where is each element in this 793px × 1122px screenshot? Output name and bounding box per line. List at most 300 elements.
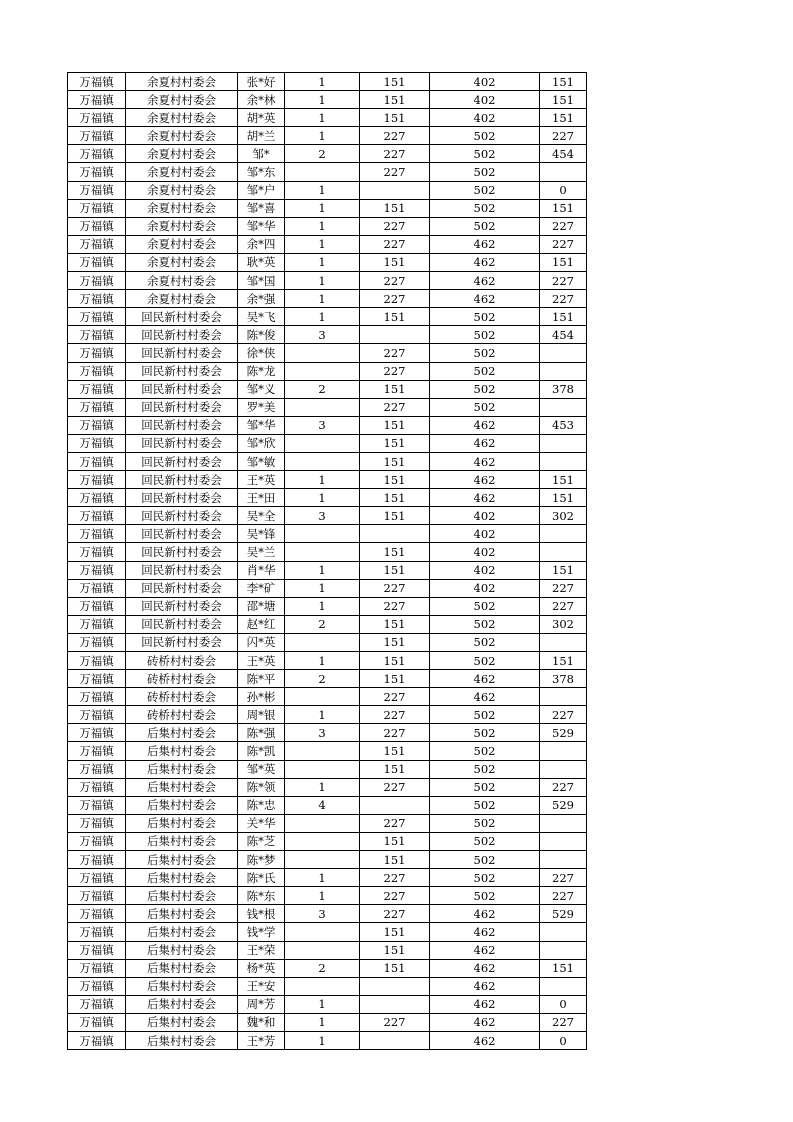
village-cell: 余夏村村委会 — [126, 145, 238, 163]
table-row — [68, 670, 587, 688]
name-cell: 钱*根 — [238, 905, 285, 923]
town-cell: 万福镇 — [68, 344, 126, 362]
table-row — [68, 471, 587, 489]
count-cell: 2 — [285, 145, 360, 163]
town-cell: 万福镇 — [68, 145, 126, 163]
count-cell — [285, 525, 360, 543]
table-row — [68, 905, 587, 923]
town-cell: 万福镇 — [68, 869, 126, 887]
town-cell: 万福镇 — [68, 163, 126, 181]
village-cell: 砖桥村村委会 — [126, 652, 238, 670]
value-a-cell: 151 — [360, 615, 430, 633]
value-a-cell — [360, 326, 430, 344]
count-cell: 2 — [285, 670, 360, 688]
town-cell: 万福镇 — [68, 452, 126, 470]
value-b-cell: 402 — [430, 507, 540, 525]
count-cell: 1 — [285, 995, 360, 1013]
count-cell: 1 — [285, 471, 360, 489]
value-c-cell: 0 — [540, 995, 587, 1013]
value-a-cell: 227 — [360, 272, 430, 290]
village-cell: 后集村村委会 — [126, 814, 238, 832]
name-cell: 李*矿 — [238, 579, 285, 597]
value-b-cell: 462 — [430, 995, 540, 1013]
value-a-cell: 151 — [360, 832, 430, 850]
value-b-cell: 502 — [430, 851, 540, 869]
town-cell: 万福镇 — [68, 615, 126, 633]
table-row — [68, 253, 587, 271]
name-cell: 邵*塘 — [238, 597, 285, 615]
town-cell: 万福镇 — [68, 760, 126, 778]
village-cell: 后集村村委会 — [126, 796, 238, 814]
name-cell: 陈*龙 — [238, 362, 285, 380]
village-cell: 后集村村委会 — [126, 760, 238, 778]
town-cell: 万福镇 — [68, 434, 126, 452]
name-cell: 余*四 — [238, 235, 285, 253]
value-a-cell — [360, 181, 430, 199]
village-cell: 砖桥村村委会 — [126, 688, 238, 706]
town-cell: 万福镇 — [68, 905, 126, 923]
count-cell: 1 — [285, 308, 360, 326]
value-c-cell: 151 — [540, 652, 587, 670]
value-c-cell: 151 — [540, 959, 587, 977]
table-row — [68, 326, 587, 344]
value-c-cell — [540, 434, 587, 452]
value-c-cell — [540, 814, 587, 832]
value-a-cell: 151 — [360, 959, 430, 977]
town-cell: 万福镇 — [68, 706, 126, 724]
value-b-cell: 502 — [430, 362, 540, 380]
count-cell: 4 — [285, 796, 360, 814]
count-cell: 2 — [285, 615, 360, 633]
count-cell — [285, 977, 360, 995]
value-b-cell: 502 — [430, 127, 540, 145]
value-c-cell: 227 — [540, 778, 587, 796]
value-c-cell: 227 — [540, 1013, 587, 1031]
value-b-cell: 402 — [430, 579, 540, 597]
name-cell: 邹*义 — [238, 380, 285, 398]
village-cell: 砖桥村村委会 — [126, 670, 238, 688]
town-cell: 万福镇 — [68, 181, 126, 199]
value-c-cell: 0 — [540, 1031, 587, 1049]
town-cell: 万福镇 — [68, 217, 126, 235]
table-row — [68, 145, 587, 163]
value-c-cell: 227 — [540, 597, 587, 615]
value-a-cell: 227 — [360, 597, 430, 615]
value-b-cell: 502 — [430, 199, 540, 217]
value-a-cell: 227 — [360, 235, 430, 253]
value-a-cell: 151 — [360, 633, 430, 651]
village-cell: 后集村村委会 — [126, 995, 238, 1013]
name-cell: 王*英 — [238, 652, 285, 670]
count-cell: 1 — [285, 199, 360, 217]
town-cell: 万福镇 — [68, 308, 126, 326]
table-row — [68, 362, 587, 380]
value-c-cell: 151 — [540, 561, 587, 579]
town-cell: 万福镇 — [68, 923, 126, 941]
village-cell: 回民新村村委会 — [126, 380, 238, 398]
name-cell: 陈*梦 — [238, 851, 285, 869]
name-cell: 王*荣 — [238, 941, 285, 959]
name-cell: 钱*学 — [238, 923, 285, 941]
table-row — [68, 434, 587, 452]
village-cell: 回民新村村委会 — [126, 308, 238, 326]
count-cell: 1 — [285, 91, 360, 109]
value-c-cell — [540, 977, 587, 995]
count-cell: 1 — [285, 652, 360, 670]
value-c-cell: 302 — [540, 615, 587, 633]
count-cell — [285, 742, 360, 760]
count-cell — [285, 362, 360, 380]
village-cell: 后集村村委会 — [126, 724, 238, 742]
value-a-cell: 227 — [360, 905, 430, 923]
village-cell: 回民新村村委会 — [126, 615, 238, 633]
name-cell: 陈*氏 — [238, 869, 285, 887]
count-cell: 3 — [285, 416, 360, 434]
value-a-cell: 151 — [360, 109, 430, 127]
value-b-cell: 502 — [430, 308, 540, 326]
name-cell: 徐*侠 — [238, 344, 285, 362]
village-cell: 余夏村村委会 — [126, 181, 238, 199]
table-row — [68, 344, 587, 362]
village-cell: 后集村村委会 — [126, 977, 238, 995]
value-c-cell — [540, 362, 587, 380]
value-c-cell: 529 — [540, 905, 587, 923]
value-c-cell — [540, 760, 587, 778]
name-cell: 杨*英 — [238, 959, 285, 977]
count-cell: 3 — [285, 326, 360, 344]
count-cell — [285, 543, 360, 561]
value-c-cell: 151 — [540, 91, 587, 109]
table-body — [68, 73, 587, 1050]
data-table — [67, 72, 587, 1050]
value-c-cell: 302 — [540, 507, 587, 525]
count-cell: 1 — [285, 109, 360, 127]
name-cell: 张*好 — [238, 73, 285, 91]
count-cell: 1 — [285, 253, 360, 271]
table-row — [68, 869, 587, 887]
table-row — [68, 832, 587, 850]
count-cell: 1 — [285, 235, 360, 253]
town-cell: 万福镇 — [68, 398, 126, 416]
table-row — [68, 217, 587, 235]
value-c-cell: 378 — [540, 380, 587, 398]
value-c-cell: 0 — [540, 181, 587, 199]
name-cell: 陈*强 — [238, 724, 285, 742]
town-cell: 万福镇 — [68, 416, 126, 434]
value-a-cell: 151 — [360, 452, 430, 470]
name-cell: 闪*英 — [238, 633, 285, 651]
value-b-cell: 502 — [430, 778, 540, 796]
table-row — [68, 652, 587, 670]
village-cell: 后集村村委会 — [126, 923, 238, 941]
value-a-cell: 227 — [360, 127, 430, 145]
value-c-cell: 151 — [540, 73, 587, 91]
town-cell: 万福镇 — [68, 742, 126, 760]
value-c-cell — [540, 688, 587, 706]
count-cell: 1 — [285, 127, 360, 145]
name-cell: 邹*户 — [238, 181, 285, 199]
town-cell: 万福镇 — [68, 633, 126, 651]
name-cell: 魏*和 — [238, 1013, 285, 1031]
value-c-cell — [540, 941, 587, 959]
value-a-cell: 151 — [360, 941, 430, 959]
village-cell: 后集村村委会 — [126, 905, 238, 923]
town-cell: 万福镇 — [68, 652, 126, 670]
value-b-cell: 402 — [430, 73, 540, 91]
village-cell: 回民新村村委会 — [126, 416, 238, 434]
table-row — [68, 959, 587, 977]
value-a-cell — [360, 977, 430, 995]
value-b-cell: 502 — [430, 742, 540, 760]
count-cell — [285, 398, 360, 416]
table-row — [68, 796, 587, 814]
table-row — [68, 525, 587, 543]
village-cell: 后集村村委会 — [126, 1013, 238, 1031]
village-cell: 余夏村村委会 — [126, 73, 238, 91]
value-b-cell: 462 — [430, 235, 540, 253]
town-cell: 万福镇 — [68, 489, 126, 507]
value-c-cell: 454 — [540, 145, 587, 163]
value-a-cell: 151 — [360, 742, 430, 760]
name-cell: 余*强 — [238, 290, 285, 308]
village-cell: 余夏村村委会 — [126, 235, 238, 253]
value-b-cell: 502 — [430, 145, 540, 163]
value-c-cell: 227 — [540, 235, 587, 253]
town-cell: 万福镇 — [68, 253, 126, 271]
village-cell: 后集村村委会 — [126, 959, 238, 977]
value-b-cell: 502 — [430, 652, 540, 670]
value-b-cell: 462 — [430, 272, 540, 290]
value-c-cell: 453 — [540, 416, 587, 434]
value-c-cell: 454 — [540, 326, 587, 344]
table-row — [68, 706, 587, 724]
value-c-cell: 151 — [540, 489, 587, 507]
town-cell: 万福镇 — [68, 778, 126, 796]
value-c-cell: 529 — [540, 796, 587, 814]
table-row — [68, 887, 587, 905]
table-row — [68, 742, 587, 760]
table-row — [68, 814, 587, 832]
village-cell: 回民新村村委会 — [126, 507, 238, 525]
town-cell: 万福镇 — [68, 290, 126, 308]
count-cell: 3 — [285, 724, 360, 742]
name-cell: 吴*兰 — [238, 543, 285, 561]
value-b-cell: 462 — [430, 471, 540, 489]
value-a-cell: 151 — [360, 923, 430, 941]
count-cell — [285, 344, 360, 362]
village-cell: 回民新村村委会 — [126, 543, 238, 561]
value-b-cell: 462 — [430, 1013, 540, 1031]
village-cell: 余夏村村委会 — [126, 272, 238, 290]
name-cell: 陈*领 — [238, 778, 285, 796]
town-cell: 万福镇 — [68, 91, 126, 109]
name-cell: 罗*美 — [238, 398, 285, 416]
name-cell: 吴*全 — [238, 507, 285, 525]
count-cell — [285, 941, 360, 959]
table-row — [68, 923, 587, 941]
value-b-cell: 462 — [430, 688, 540, 706]
value-a-cell: 151 — [360, 652, 430, 670]
count-cell — [285, 760, 360, 778]
village-cell: 回民新村村委会 — [126, 525, 238, 543]
value-b-cell: 462 — [430, 905, 540, 923]
village-cell: 后集村村委会 — [126, 941, 238, 959]
count-cell: 1 — [285, 272, 360, 290]
value-c-cell — [540, 633, 587, 651]
town-cell: 万福镇 — [68, 851, 126, 869]
name-cell: 王*田 — [238, 489, 285, 507]
table-row — [68, 760, 587, 778]
town-cell: 万福镇 — [68, 471, 126, 489]
count-cell — [285, 163, 360, 181]
count-cell: 1 — [285, 869, 360, 887]
table-row — [68, 778, 587, 796]
value-a-cell: 151 — [360, 507, 430, 525]
town-cell: 万福镇 — [68, 959, 126, 977]
town-cell: 万福镇 — [68, 1013, 126, 1031]
count-cell: 1 — [285, 778, 360, 796]
village-cell: 后集村村委会 — [126, 851, 238, 869]
value-a-cell — [360, 995, 430, 1013]
value-b-cell: 502 — [430, 796, 540, 814]
value-b-cell: 402 — [430, 91, 540, 109]
value-b-cell: 502 — [430, 398, 540, 416]
name-cell: 陈*平 — [238, 670, 285, 688]
village-cell: 后集村村委会 — [126, 832, 238, 850]
name-cell: 胡*兰 — [238, 127, 285, 145]
town-cell: 万福镇 — [68, 127, 126, 145]
table-row — [68, 272, 587, 290]
village-cell: 回民新村村委会 — [126, 452, 238, 470]
count-cell: 3 — [285, 905, 360, 923]
table-row — [68, 579, 587, 597]
count-cell — [285, 832, 360, 850]
village-cell: 余夏村村委会 — [126, 109, 238, 127]
table-row — [68, 308, 587, 326]
name-cell: 陈*东 — [238, 887, 285, 905]
value-c-cell: 227 — [540, 217, 587, 235]
table-row — [68, 1013, 587, 1031]
village-cell: 回民新村村委会 — [126, 326, 238, 344]
value-a-cell — [360, 796, 430, 814]
town-cell: 万福镇 — [68, 326, 126, 344]
count-cell — [285, 434, 360, 452]
value-b-cell: 502 — [430, 633, 540, 651]
table-row — [68, 452, 587, 470]
name-cell: 胡*英 — [238, 109, 285, 127]
town-cell: 万福镇 — [68, 724, 126, 742]
count-cell — [285, 688, 360, 706]
village-cell: 回民新村村委会 — [126, 471, 238, 489]
value-a-cell: 227 — [360, 362, 430, 380]
name-cell: 关*华 — [238, 814, 285, 832]
value-b-cell: 462 — [430, 959, 540, 977]
value-a-cell: 151 — [360, 91, 430, 109]
name-cell: 肖*华 — [238, 561, 285, 579]
village-cell: 后集村村委会 — [126, 742, 238, 760]
table-row — [68, 380, 587, 398]
value-b-cell: 462 — [430, 977, 540, 995]
town-cell: 万福镇 — [68, 688, 126, 706]
name-cell: 吴*锋 — [238, 525, 285, 543]
table-row — [68, 688, 587, 706]
count-cell: 2 — [285, 959, 360, 977]
village-cell: 余夏村村委会 — [126, 199, 238, 217]
value-b-cell: 462 — [430, 434, 540, 452]
count-cell: 1 — [285, 489, 360, 507]
count-cell — [285, 452, 360, 470]
table-row — [68, 561, 587, 579]
count-cell — [285, 851, 360, 869]
value-c-cell: 227 — [540, 272, 587, 290]
value-b-cell: 402 — [430, 525, 540, 543]
village-cell: 余夏村村委会 — [126, 91, 238, 109]
value-b-cell: 502 — [430, 706, 540, 724]
table-row — [68, 977, 587, 995]
town-cell: 万福镇 — [68, 235, 126, 253]
town-cell: 万福镇 — [68, 977, 126, 995]
town-cell: 万福镇 — [68, 109, 126, 127]
value-a-cell: 151 — [360, 434, 430, 452]
value-a-cell: 151 — [360, 489, 430, 507]
value-c-cell: 529 — [540, 724, 587, 742]
town-cell: 万福镇 — [68, 362, 126, 380]
village-cell: 后集村村委会 — [126, 778, 238, 796]
value-c-cell: 227 — [540, 887, 587, 905]
village-cell: 余夏村村委会 — [126, 163, 238, 181]
village-cell: 后集村村委会 — [126, 887, 238, 905]
count-cell: 1 — [285, 73, 360, 91]
town-cell: 万福镇 — [68, 380, 126, 398]
table-row — [68, 724, 587, 742]
value-a-cell: 151 — [360, 561, 430, 579]
table-row — [68, 398, 587, 416]
count-cell: 1 — [285, 561, 360, 579]
value-b-cell: 462 — [430, 489, 540, 507]
value-c-cell — [540, 851, 587, 869]
value-c-cell — [540, 742, 587, 760]
name-cell: 赵*红 — [238, 615, 285, 633]
count-cell: 1 — [285, 181, 360, 199]
value-b-cell: 402 — [430, 561, 540, 579]
town-cell: 万福镇 — [68, 796, 126, 814]
count-cell: 1 — [285, 217, 360, 235]
value-a-cell: 151 — [360, 199, 430, 217]
value-a-cell: 151 — [360, 670, 430, 688]
town-cell: 万福镇 — [68, 73, 126, 91]
value-b-cell: 502 — [430, 344, 540, 362]
name-cell: 邹*喜 — [238, 199, 285, 217]
table-row — [68, 543, 587, 561]
value-c-cell: 151 — [540, 308, 587, 326]
village-cell: 回民新村村委会 — [126, 434, 238, 452]
name-cell: 王*芳 — [238, 1031, 285, 1049]
name-cell: 孙*彬 — [238, 688, 285, 706]
village-cell: 回民新村村委会 — [126, 489, 238, 507]
value-a-cell: 151 — [360, 380, 430, 398]
name-cell: 耿*英 — [238, 253, 285, 271]
village-cell: 余夏村村委会 — [126, 127, 238, 145]
value-b-cell: 502 — [430, 814, 540, 832]
value-b-cell: 462 — [430, 290, 540, 308]
table-row — [68, 489, 587, 507]
village-cell: 回民新村村委会 — [126, 561, 238, 579]
value-a-cell: 227 — [360, 145, 430, 163]
town-cell: 万福镇 — [68, 941, 126, 959]
name-cell: 余*林 — [238, 91, 285, 109]
town-cell: 万福镇 — [68, 597, 126, 615]
table-row — [68, 73, 587, 91]
